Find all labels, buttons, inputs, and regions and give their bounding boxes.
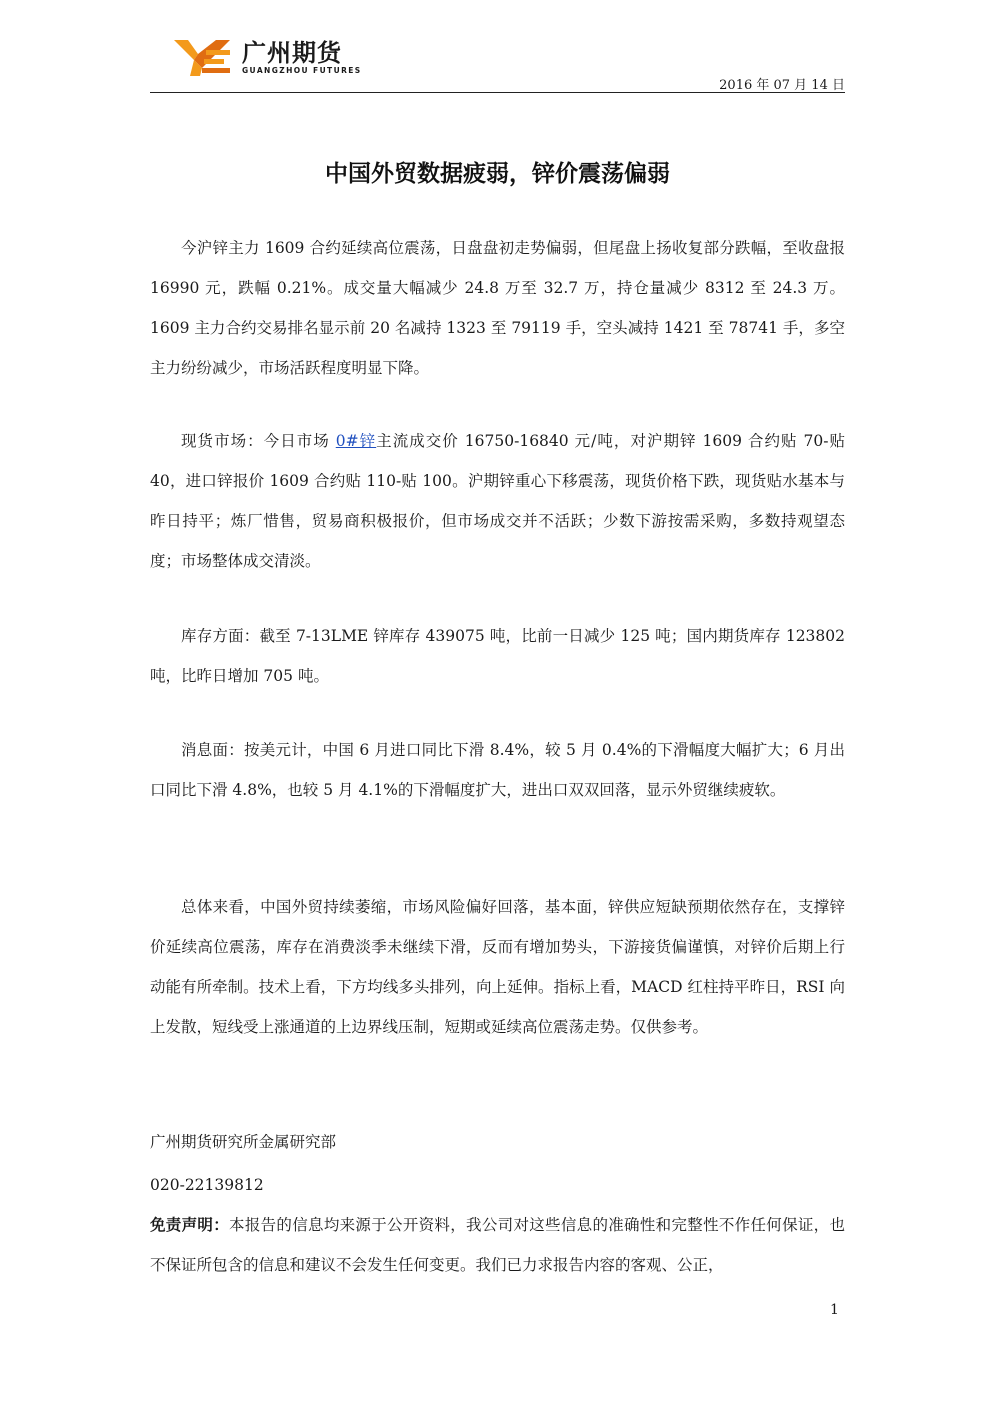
page-header (150, 30, 845, 94)
zinc-grade-link[interactable]: 0#锌 (335, 432, 377, 450)
logo-name-en: GUANGZHOU FUTURES (242, 66, 362, 75)
spot-text-before-link: 现货市场：今日市场 (181, 432, 336, 450)
department-name: 广州期货研究所金属研究部 (150, 1133, 337, 1151)
contact-phone: 020-22139812 (150, 1176, 264, 1194)
company-logo (172, 38, 362, 78)
logo-mark-icon (172, 38, 234, 78)
header-divider (150, 92, 845, 93)
paragraph-outlook: 总体来看，中国外贸持续萎缩，市场风险偏好回落，基本面，锌供应短缺预期依然存在，支撑锌价延续高位震荡，库存在消费淡季未继续下滑，反而有增加势头，下游接货偏谨慎，对锌价后期上行动能有所牵制。技术上看，下方均线多头排列，向上延伸。指标上看，MACD 红柱持平昨日，RSI 向上发散，短线受上涨通道的上边界线压制，短期或延续高位震荡走势。仅供参考。 (150, 898, 845, 1036)
report-date: 2016 年 07 月 14 日 (719, 78, 845, 93)
paragraph-inventory: 库存方面：截至 7-13LME 锌库存 439075 吨，比前一日减少 125 吨；国内期货库存 123802 吨，比昨日增加 705 吨。 (150, 627, 845, 685)
disclaimer-text: 本报告的信息均来源于公开资料，我公司对这些信息的准确性和完整性不作任何保证，也不保证所包含的信息和建议不会发生任何变更。我们已力求报告内容的客观、公正， (150, 1216, 845, 1274)
disclaimer (150, 1205, 845, 1285)
paragraph-spot-market (150, 421, 845, 581)
page-number: 1 (830, 1302, 839, 1318)
paragraph-news: 消息面：按美元计，中国 6 月进口同比下滑 8.4%，较 5 月 0.4%的下滑幅度大幅扩大；6 月出口同比下滑 4.8%，也较 5 月 4.1%的下滑幅度扩大，进出口双双回落，显示外贸继续疲软。 (150, 741, 845, 799)
spot-text-after-link: 主流成交价 16750-16840 元/吨，对沪期锌 1609 合约贴 70-贴 40，进口锌报价 1609 合约贴 110-贴 100。沪期锌重心下移震荡，现货价格下跌，现货贴水基本与昨日持平；炼厂惜售，贸易商积极报价，但市场成交并不活跃；少数下游按需采购，多数持观望态度；市场整体成交清淡。 (150, 432, 845, 570)
logo-name-cn: 广州期货 (242, 39, 342, 67)
disclaimer-label: 免责声明： (150, 1215, 230, 1234)
paragraph-market-summary: 今沪锌主力 1609 合约延续高位震荡，日盘盘初走势偏弱，但尾盘上扬收复部分跌幅，至收盘报 16990 元，跌幅 0.21%。成交量大幅减少 24.8 万至 32.7 万，持仓量减少 8312 至 24.3 万。1609 主力合约交易排名显示前 20 名减持 1323 至 79119 手，空头减持 1421 至 78741 手，多空主力纷纷减少，市场活跃程度明显下降。 (150, 239, 845, 377)
report-title: 中国外贸数据疲弱，锌价震荡偏弱 (325, 161, 670, 187)
